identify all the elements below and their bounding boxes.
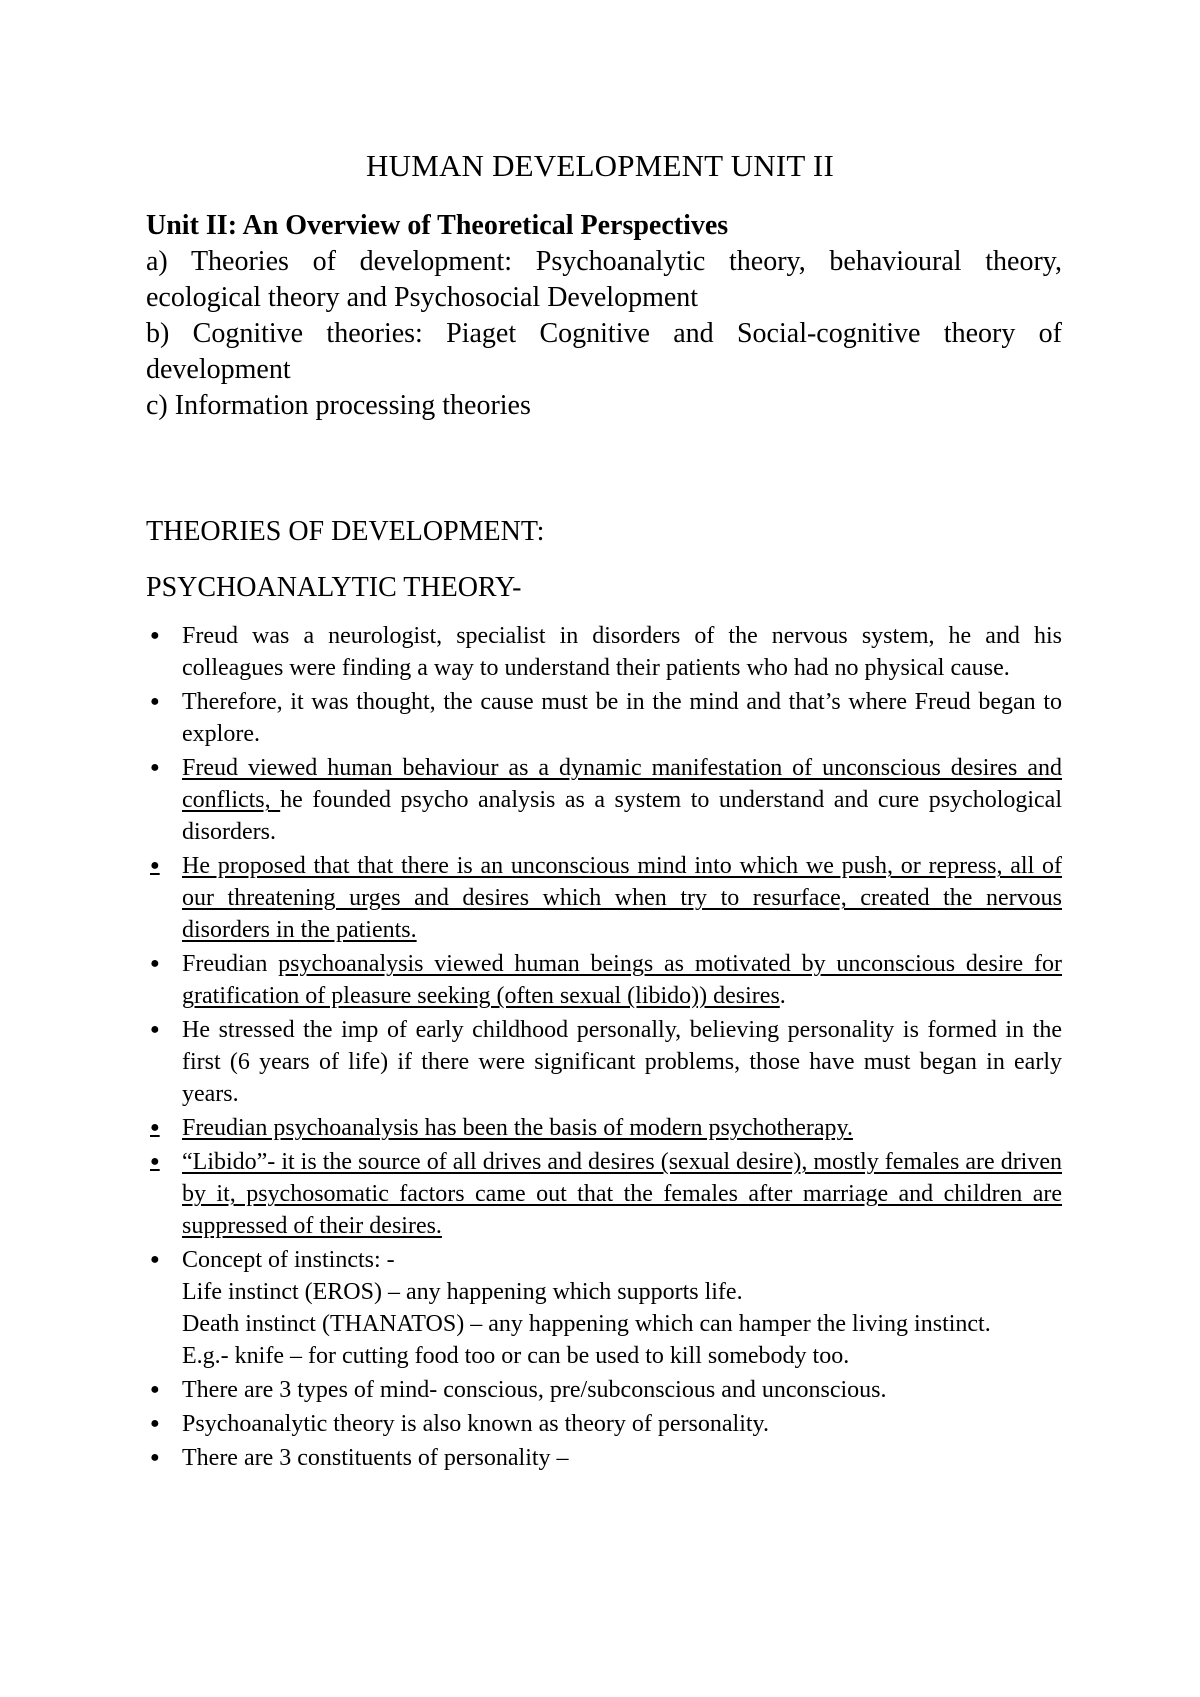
- bullet-icon: ●: [150, 1251, 160, 1268]
- bullet-icon: ●: [150, 627, 160, 644]
- list-item: [146, 850, 1062, 946]
- bullet-icon: ●: [150, 1449, 160, 1466]
- section-heading: THEORIES OF DEVELOPMENT:: [146, 516, 545, 547]
- example-text: E.g.- knife – for cutting food too or can be used to kill somebody too.: [182, 1343, 850, 1369]
- bullet-text: Psychoanalytic theory is also known as theory of personality.: [182, 1411, 769, 1437]
- unit-overview: [146, 208, 1062, 424]
- bullet-text: Freudian: [182, 951, 279, 977]
- bullet-icon: ●: [150, 1415, 160, 1432]
- list-item: [146, 1146, 1062, 1242]
- list-item: [146, 1408, 1062, 1440]
- list-item: [146, 686, 1062, 750]
- unit-line-c: c) Information processing theories: [146, 390, 531, 421]
- bullet-icon: ●: [150, 759, 160, 776]
- list-item: [146, 1014, 1062, 1110]
- subsection-heading: PSYCHOANALYTIC THEORY-: [146, 572, 522, 603]
- bullet-text: Therefore, it was thought, the cause must be in the mind and that’s where Freud began to explore.: [182, 689, 1062, 747]
- bullet-icon: ●: [150, 857, 160, 874]
- list-item: [146, 620, 1062, 684]
- unit-line-a: a) Theories of development: Psychoanalytic theory, behavioural theory, ecological theory and Psychosocial Development: [146, 246, 1062, 313]
- bullet-icon: ●: [150, 1021, 160, 1038]
- bullet-icon: ●: [150, 693, 160, 710]
- bullet-text: He stressed the imp of early childhood personally, believing personality is formed in the first (6 years of life) if there were significant problems, those have must began in early years.: [182, 1017, 1062, 1107]
- list-item: [146, 1442, 1062, 1474]
- bullet-text: There are 3 types of mind- conscious, pre/subconscious and unconscious.: [182, 1377, 887, 1403]
- bullet-text: There are 3 constituents of personality –: [182, 1445, 569, 1471]
- document-title: HUMAN DEVELOPMENT UNIT II: [366, 148, 834, 183]
- bullet-text-underlined: “Libido”- it is the source of all drives and desires (sexual desire), mostly females are driven by it, psychosomatic factors came out that the females after marriage and children are suppressed of their desires.: [182, 1149, 1062, 1239]
- bullet-icon: ●: [150, 1381, 160, 1398]
- death-instinct-text: Death instinct (THANATOS) – any happening which can hamper the living instinct.: [182, 1311, 991, 1337]
- bullet-text: Freud was a neurologist, specialist in disorders of the nervous system, he and his colleagues were finding a way to understand their patients who had no physical cause.: [182, 623, 1062, 681]
- unit-line-b: b) Cognitive theories: Piaget Cognitive and Social-cognitive theory of development: [146, 318, 1062, 385]
- unit-heading: Unit II: An Overview of Theoretical Perspectives: [146, 210, 729, 241]
- bullet-icon: ●: [150, 1119, 160, 1136]
- bullet-text: he founded psycho analysis as a system to understand and cure psychological disorders.: [182, 787, 1063, 845]
- list-item: [146, 1374, 1062, 1406]
- bullet-icon: ●: [150, 955, 160, 972]
- bullet-text: Concept of instincts: -: [182, 1247, 395, 1273]
- bullet-text-underlined: He proposed that that there is an unconscious mind into which we push, or repress, all of our threatening urges and desires which when try to resurface, created the nervous disorders in the patients.: [182, 853, 1062, 943]
- list-item: [146, 948, 1062, 1012]
- bullet-text-underlined: Freudian psychoanalysis has been the basis of modern psychotherapy.: [182, 1115, 853, 1141]
- life-instinct-text: Life instinct (EROS) – any happening which supports life.: [182, 1279, 743, 1305]
- bullet-list: [146, 620, 1062, 1476]
- list-item: [146, 1112, 1062, 1144]
- bullet-text: .: [779, 983, 786, 1009]
- bullet-icon: ●: [150, 1153, 160, 1170]
- list-item: [146, 1244, 1062, 1372]
- bullet-text-underlined: Freud viewed human behaviour as a dynamic manifestation of unconscious desires and conflicts,: [182, 755, 1062, 813]
- bullet-text-underlined: psychoanalysis viewed human beings as motivated by unconscious desire for gratification of pleasure seeking (often sexual (libido)) desires: [182, 951, 1063, 1009]
- list-item: [146, 752, 1062, 848]
